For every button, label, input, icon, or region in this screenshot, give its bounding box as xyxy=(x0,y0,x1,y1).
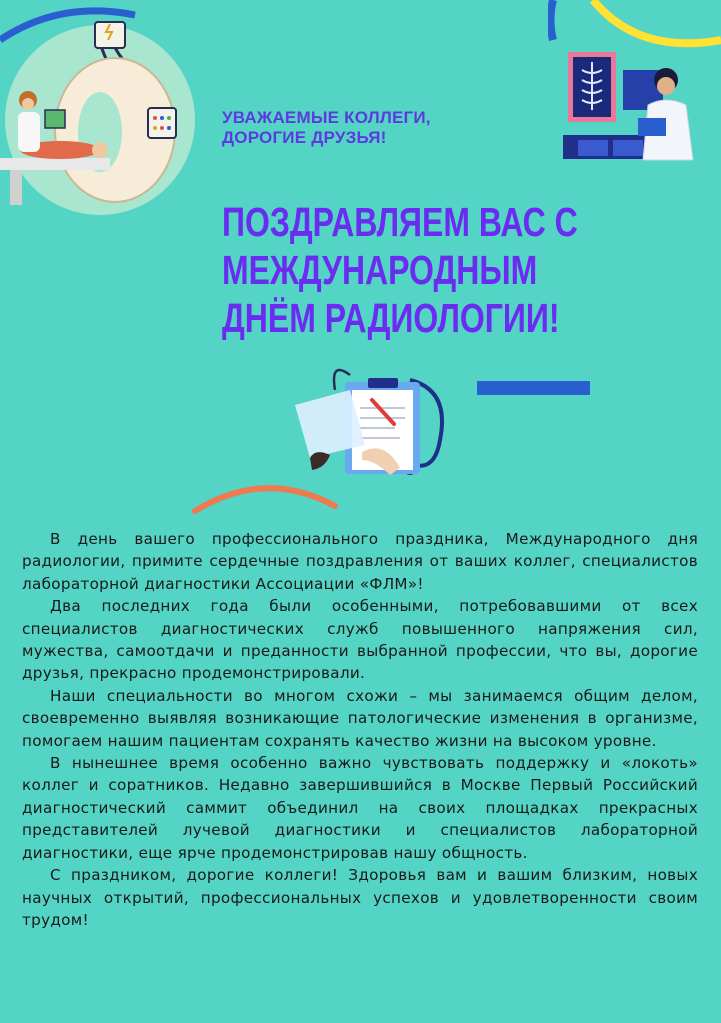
headline-line-2: МЕЖДУНАРОДНЫМ xyxy=(222,247,538,293)
radiologist-xray-illustration xyxy=(548,0,721,170)
greeting-line-1: УВАЖАЕМЫЕ КОЛЛЕГИ, xyxy=(222,108,431,127)
decorative-orange-arc xyxy=(190,476,340,516)
headline-line-3: ДНЁМ РАДИОЛОГИИ! xyxy=(222,295,560,341)
paragraph-5: С праздником, дорогие коллеги! Здоровья вам и вашим близким, новых научных открытий, профессиональных успехов и удовлетворенности своим трудом! xyxy=(22,866,698,929)
headline xyxy=(222,198,596,342)
greeting xyxy=(222,108,431,148)
greeting-line-2: ДОРОГИЕ ДРУЗЬЯ! xyxy=(222,128,387,147)
letter-body xyxy=(22,528,698,931)
paragraph-3: Наши специальности во многом схожи – мы занимаемся общим делом, своевременно выявляя возникающие патологические изменения в организме, помогаем нашим пациентам сохранять качество жизни на высоком уровне. xyxy=(22,686,698,750)
mri-scanner-illustration xyxy=(0,0,200,215)
headline-line-1: ПОЗДРАВЛЯЕМ ВАС С xyxy=(222,199,578,245)
paragraph-2: Два последних года были особенными, потребовавшими от всех специалистов диагностических служб повышенного напряжения сил, мужества, самоотдачи и преданности выбранной профессии, что вы, дорогие друзья, прекрасно продемонстрировали. xyxy=(22,597,698,683)
paragraph-4: В нынешнее время особенно важно чувствовать поддержку и «локоть» коллег и соратников. Недавно завершившийся в Москве Первый Российский диагностический саммит объединил на своих площадках прекрасных представителей лучевой диагностики и специалистов лабораторной диагностики, еще ярче продемонстрировав нашу общность. xyxy=(22,754,698,862)
medical-clipboard-illustration xyxy=(290,360,460,478)
decorative-blue-bar xyxy=(477,381,590,395)
paragraph-1: В день вашего профессионального праздника, Международного дня радиологии, примите сердечные поздравления от ваших коллег, специалистов лабораторной диагностики Ассоциации «ФЛМ»! xyxy=(22,530,698,593)
